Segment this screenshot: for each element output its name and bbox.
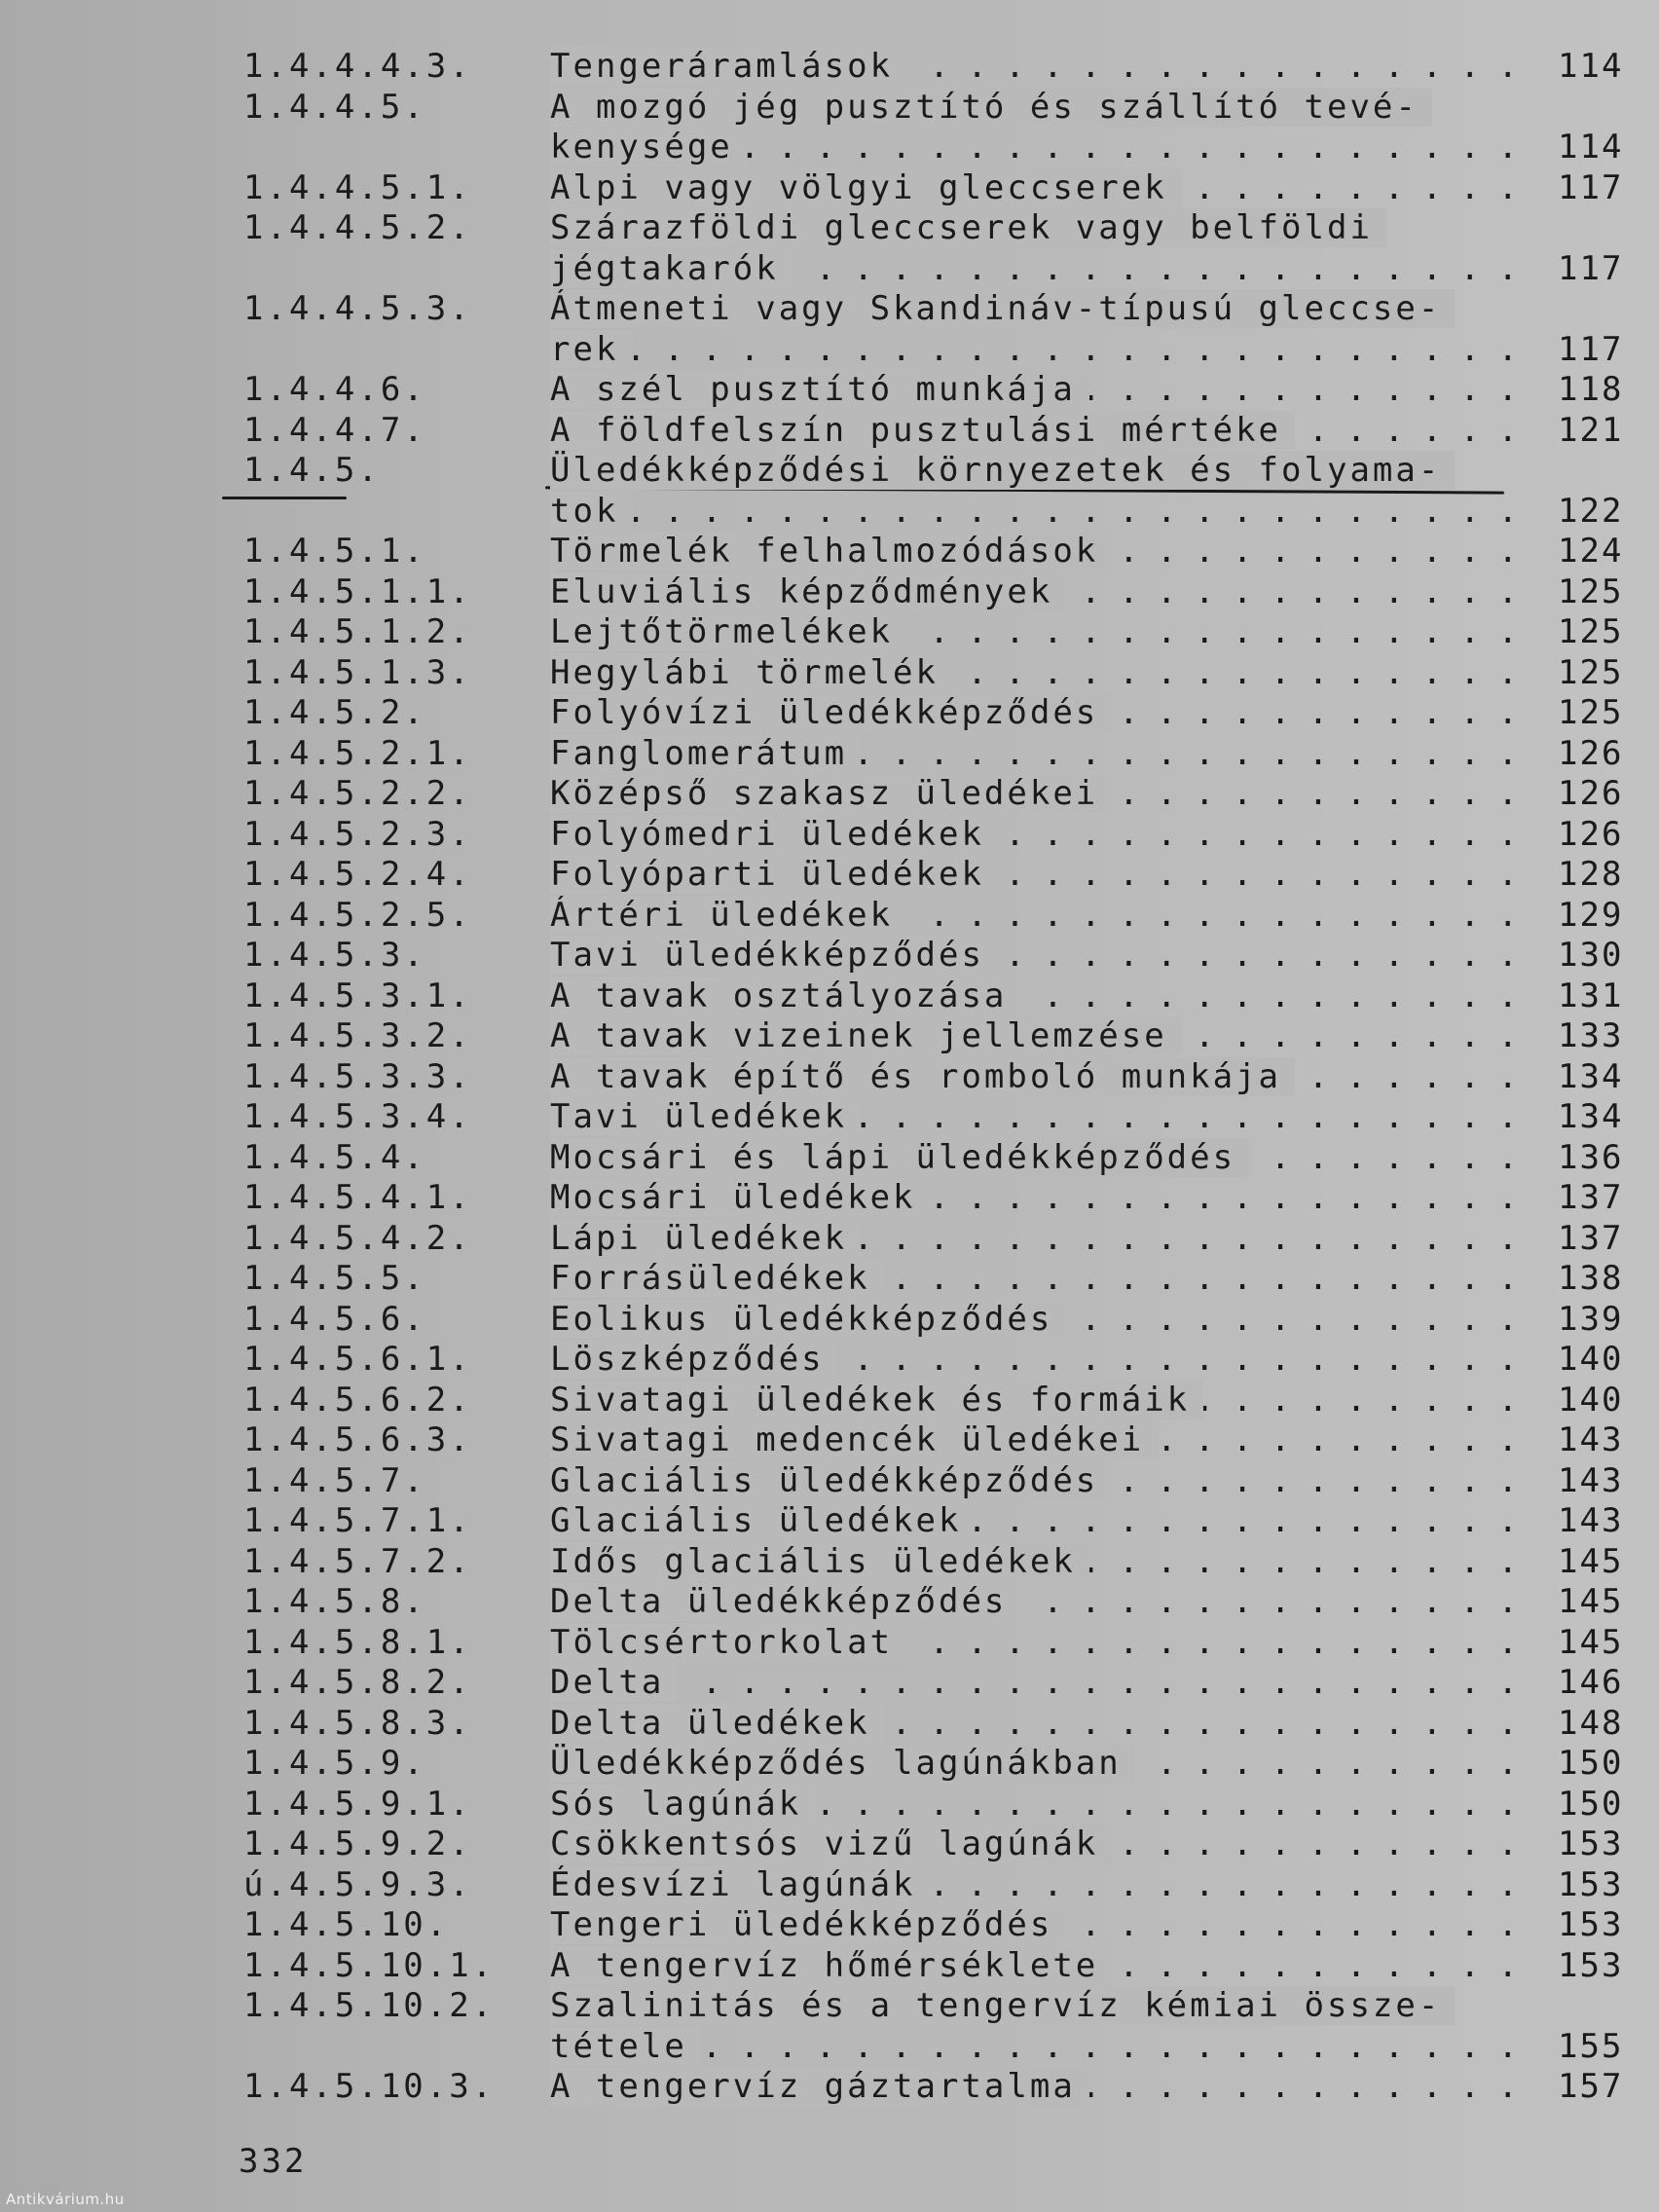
toc-entry-title <box>550 47 1514 88</box>
toc-entry-title <box>550 1825 1514 1865</box>
toc-entry <box>0 128 1659 168</box>
toc-entry-page: 146 <box>1558 1663 1624 1702</box>
toc-entry-number: 1.4.5.10.2. <box>243 1986 496 2025</box>
toc-entry-number: 1.4.4.5.3. <box>243 289 472 328</box>
toc-entry-number: 1.4.5.4. <box>243 1137 426 1177</box>
toc-entry <box>0 1623 1659 1664</box>
toc-entry-title <box>550 1057 1514 1098</box>
toc-entry-number: 1.4.4.5. <box>243 87 426 127</box>
toc-entry-number: 1.4.5.2. <box>243 693 426 732</box>
toc-entry-number: 1.4.5.10. <box>243 1905 450 1944</box>
toc-entry-page: 122 <box>1558 491 1624 531</box>
toc-entry-title-text: Tengeráramlások <box>550 47 906 86</box>
toc-entry <box>0 1259 1659 1300</box>
toc-entry-page: 134 <box>1558 1097 1624 1136</box>
toc-entry-number: 1.4.4.5.1. <box>243 167 472 207</box>
toc-entry-number: 1.4.5.8.3. <box>243 1703 472 1743</box>
toc-entry <box>0 936 1659 977</box>
toc-entry <box>0 1219 1659 1260</box>
toc-entry-title-text: Szalinitás és a tengervíz kémiai össze- <box>550 1986 1455 2025</box>
toc-entry-page: 153 <box>1558 1864 1624 1904</box>
toc-entry-title <box>550 1704 1514 1745</box>
toc-entry-title-text: Glaciális üledékek <box>550 1501 975 1540</box>
toc-entry-number: 1.4.5.10.3. <box>243 2067 496 2106</box>
toc-entry <box>0 208 1659 249</box>
toc-entry-title-text: A mozgó jég pusztító és szállító tevé- <box>550 88 1432 127</box>
toc-entry-title <box>550 1663 1514 1704</box>
toc-entry-page: 136 <box>1558 1137 1624 1177</box>
toc-entry-title <box>550 370 1514 411</box>
toc-entry-title-text: Mocsári és lápi üledékképződés <box>550 1138 1249 1177</box>
toc-entry-page: 126 <box>1558 733 1624 773</box>
toc-entry-title <box>550 1016 1514 1057</box>
toc-entry-title <box>550 855 1514 896</box>
watermark: Antikvárium.hu <box>6 2191 125 2208</box>
toc-entry-title-text: Lejtőtörmelékek <box>550 612 906 651</box>
toc-entry-title <box>550 411 1514 452</box>
toc-entry-number: 1.4.5.6. <box>243 1299 426 1339</box>
toc-entry-number: 1.4.5.7. <box>243 1460 426 1500</box>
toc-entry-title-text: Delta <box>550 1663 678 1702</box>
toc-entry-title-text: Tavi üledékképződés <box>550 936 998 975</box>
toc-entry-page: 145 <box>1558 1582 1624 1621</box>
toc-entry-number: 1.4.4.6. <box>243 370 426 409</box>
toc-entry-title <box>550 896 1514 937</box>
toc-entry <box>0 330 1659 371</box>
toc-entry <box>0 168 1659 209</box>
toc-entry-title-text: Mocsári üledékek <box>550 1178 930 1217</box>
toc-entry-page: 139 <box>1558 1299 1624 1339</box>
toc-entry-title <box>550 936 1514 977</box>
toc-entry-page: 140 <box>1558 1380 1624 1419</box>
toc-entry-title <box>550 1420 1514 1461</box>
toc-entry <box>0 1905 1659 1946</box>
toc-entry-title-text: A tengervíz hőmérséklete <box>550 1946 1112 1985</box>
toc-entry-title-text: Tavi üledékek <box>550 1097 861 1136</box>
toc-entry <box>0 774 1659 815</box>
toc-entry-page: 145 <box>1558 1622 1624 1662</box>
toc-entry-title-text: kenysége <box>550 128 747 166</box>
toc-entry-page: 153 <box>1558 1825 1624 1863</box>
toc-entry <box>0 1865 1659 1906</box>
toc-entry-number: 1.4.5.4.2. <box>243 1218 472 1258</box>
toc-entry-title <box>550 168 1514 209</box>
toc-entry-title-text: Hegylábi törmelék <box>550 653 952 692</box>
toc-entry-page: 145 <box>1558 1541 1624 1581</box>
toc-entry-title-text: A tavak osztályozása <box>550 977 1020 1015</box>
toc-entry-number: 1.4.5.3.3. <box>243 1056 472 1096</box>
toc-entry-title <box>550 1259 1514 1300</box>
toc-entry <box>0 249 1659 290</box>
toc-entry <box>0 289 1659 330</box>
toc-entry-page: 140 <box>1558 1340 1624 1379</box>
toc-entry-title <box>550 330 1514 371</box>
toc-entry-title-text: Fanglomerátum <box>550 734 861 773</box>
toc-entry-title <box>550 492 1514 533</box>
toc-entry-title <box>550 815 1514 856</box>
toc-entry <box>0 815 1659 856</box>
toc-entry-page: 125 <box>1558 652 1624 692</box>
toc-entry-title-text: jégtakarók <box>550 249 793 288</box>
toc-entry-page: 143 <box>1558 1420 1624 1459</box>
toc-entry-number: 1.4.5.2.2. <box>243 774 472 813</box>
toc-entry-title-text: Eolikus üledékképződés <box>550 1300 1066 1339</box>
toc-entry-title <box>550 1219 1514 1260</box>
toc-entry-page: 121 <box>1558 410 1624 450</box>
toc-entry-number: 1.4.4.7. <box>243 410 426 450</box>
toc-entry-title-text: Törmelék felhalmozódások <box>550 532 1112 571</box>
toc-entry <box>0 411 1659 452</box>
toc-entry-page: 133 <box>1558 1016 1624 1055</box>
toc-entry-title-text: A földfelszín pusztulási mértéke <box>550 411 1295 450</box>
toc-entry-number: 1.4.5.6.3. <box>243 1420 472 1459</box>
toc-entry-title <box>550 1582 1514 1623</box>
toc-entry-page: 137 <box>1558 1178 1624 1217</box>
toc-entry-title <box>550 1542 1514 1583</box>
toc-entry <box>0 1016 1659 1057</box>
toc-entry-number: 1.4.5.1.2. <box>243 612 472 651</box>
toc-entry-page: 114 <box>1558 128 1624 166</box>
toc-entry-number: 1.4.5.3.1. <box>243 976 472 1015</box>
toc-entry-title <box>550 653 1514 694</box>
toc-entry-title-text: Delta üledékek <box>550 1704 884 1743</box>
toc-entry-number: 1.4.5.7.2. <box>243 1541 472 1581</box>
toc-entry-title <box>550 451 1514 492</box>
toc-entry-page: 137 <box>1558 1218 1624 1258</box>
page-number: 332 <box>239 2142 308 2181</box>
toc-entry-page: 138 <box>1558 1259 1624 1298</box>
toc-entry-page: 124 <box>1558 532 1624 571</box>
toc-entry-number: 1.4.5.2.5. <box>243 895 472 935</box>
toc-entry-number: 1.4.5.8.1. <box>243 1622 472 1662</box>
toc-entry-title <box>550 1905 1514 1946</box>
toc-entry-title <box>550 1865 1514 1906</box>
toc-entry <box>0 612 1659 653</box>
toc-entry-page: 125 <box>1558 571 1624 611</box>
toc-entry-number: 1.4.5.6.2. <box>243 1380 472 1419</box>
toc-entry <box>0 977 1659 1017</box>
toc-entry <box>0 855 1659 896</box>
toc-entry-title-text: rek <box>550 330 632 369</box>
toc-entry <box>0 532 1659 572</box>
toc-entry-page: 148 <box>1558 1703 1624 1743</box>
toc-entry-title <box>550 1300 1514 1341</box>
toc-entry-title-text: Löszképződés <box>550 1340 838 1379</box>
toc-entry-number: 1.4.4.5.2. <box>243 208 472 247</box>
toc-entry-page: 134 <box>1558 1056 1624 1096</box>
toc-entry-title <box>550 1178 1514 1219</box>
toc-entry <box>0 734 1659 775</box>
toc-entry-page: 128 <box>1558 855 1624 894</box>
toc-entry-title <box>550 128 1514 168</box>
toc-entry-title-text: Átmeneti vagy Skandináv-típusú gleccse- <box>550 289 1455 328</box>
toc-entry-number: 1.4.5.9.2. <box>243 1825 472 1863</box>
toc-entry-number: 1.4.5.2.3. <box>243 814 472 854</box>
toc-entry-page: 143 <box>1558 1501 1624 1540</box>
toc-entry-title-text: Alpi vagy völgyi gleccserek <box>550 168 1181 207</box>
toc-entry <box>0 2027 1659 2068</box>
toc-entry-title <box>550 1138 1514 1179</box>
toc-entry-title-text: Tölcsértorkolat <box>550 1623 906 1662</box>
toc-entry-number: 1.4.5.9. <box>243 1744 426 1783</box>
toc-entry-title <box>550 88 1514 129</box>
handwritten-underline-number <box>222 497 347 499</box>
toc-entry-title-text: Sivatagi medencék üledékei <box>550 1420 1158 1459</box>
toc-entry-page: 130 <box>1558 936 1624 975</box>
toc-entry-title-text: Csökkentsós vizű lagúnák <box>550 1825 1112 1863</box>
toc-entry <box>0 1178 1659 1219</box>
toc-entry-title-text: Üledékképződés lagúnákban <box>550 1744 1135 1783</box>
toc-entry-page: 125 <box>1558 612 1624 651</box>
toc-entry-page: 125 <box>1558 693 1624 732</box>
toc-entry-number: 1.4.5.3. <box>243 936 426 975</box>
toc-entry-title-text: Folyómedri üledékek <box>550 815 998 854</box>
toc-entry-page: 117 <box>1558 329 1624 369</box>
toc-entry-page: 143 <box>1558 1460 1624 1500</box>
table-of-contents <box>0 47 1659 2108</box>
toc-entry-title <box>550 1785 1514 1825</box>
toc-entry-title-text: Glaciális üledékképződés <box>550 1461 1112 1500</box>
toc-entry <box>0 1542 1659 1583</box>
toc-entry-number: 1.4.4.4.3. <box>243 47 472 86</box>
toc-entry-page: 150 <box>1558 1784 1624 1824</box>
toc-entry-number: 1.4.5.4.1. <box>243 1178 472 1217</box>
toc-entry <box>0 1381 1659 1421</box>
toc-entry-number: 1.4.5.8.2. <box>243 1663 472 1702</box>
toc-entry-page: 126 <box>1558 774 1624 813</box>
toc-entry-page: 150 <box>1558 1744 1624 1783</box>
toc-entry <box>0 1582 1659 1623</box>
toc-entry-number: 1.4.5.9.1. <box>243 1784 472 1824</box>
toc-entry-title-text: tok <box>550 492 632 531</box>
toc-entry-title-text: Sivatagi üledékek és formáik <box>550 1381 1203 1419</box>
toc-entry-number: 1.4.5.3.4. <box>243 1097 472 1136</box>
toc-entry-title-text: A tavak építő és romboló munkája <box>550 1057 1295 1096</box>
toc-entry-title-text: Középső szakasz üledékei <box>550 774 1112 813</box>
toc-entry-number: 1.4.5.5. <box>243 1259 426 1298</box>
toc-entry-page: 131 <box>1558 976 1624 1015</box>
toc-entry-title <box>550 1340 1514 1381</box>
toc-entry-title <box>550 208 1514 249</box>
toc-entry-number: 1.4.5.2.4. <box>243 855 472 894</box>
toc-entry-title <box>550 693 1514 734</box>
toc-entry <box>0 1138 1659 1179</box>
toc-entry <box>0 1340 1659 1381</box>
toc-entry-number: 1.4.5.3.2. <box>243 1016 472 1055</box>
toc-entry <box>0 1057 1659 1098</box>
toc-entry-title-text: Szárazföldi gleccserek vagy belföldi <box>550 208 1386 247</box>
toc-entry-number: 1.4.5.1. <box>243 532 426 571</box>
toc-entry-page: 157 <box>1558 2067 1624 2106</box>
toc-entry-title-text: A tavak vizeinek jellemzése <box>550 1016 1181 1055</box>
toc-entry-title-text: Idős glaciális üledékek <box>550 1542 1089 1581</box>
toc-entry-page: 126 <box>1558 814 1624 854</box>
toc-entry-page: 129 <box>1558 895 1624 935</box>
toc-entry-number: 1.4.5.7.1. <box>243 1501 472 1540</box>
toc-entry-title <box>550 612 1514 653</box>
toc-entry-page: 155 <box>1558 2026 1624 2066</box>
toc-entry-title <box>550 2027 1514 2068</box>
toc-entry-title-text: Lápi üledékek <box>550 1219 861 1258</box>
toc-entry-page: 153 <box>1558 1945 1624 1985</box>
toc-entry-title <box>550 1381 1514 1421</box>
toc-entry-title <box>550 1946 1514 1987</box>
toc-entry-number: 1.4.5.10.1. <box>243 1945 496 1985</box>
toc-entry <box>0 1420 1659 1461</box>
toc-entry-title-text: Tengeri üledékképződés <box>550 1905 1066 1944</box>
toc-entry-title <box>550 532 1514 572</box>
toc-entry <box>0 47 1659 88</box>
toc-entry-title-text: Folyóvízi üledékképződés <box>550 693 1112 732</box>
toc-entry-title-text: tétele <box>550 2027 701 2066</box>
toc-entry-title-text: Folyóparti üledékek <box>550 855 998 894</box>
toc-entry <box>0 1300 1659 1341</box>
toc-entry-title <box>550 1501 1514 1542</box>
toc-entry-title <box>550 572 1514 613</box>
toc-entry-title-text: Eluviális képződmények <box>550 572 1066 611</box>
toc-entry <box>0 1825 1659 1865</box>
toc-entry-title-text: Édesvízi lagúnák <box>550 1865 930 1904</box>
toc-entry-title-text: Ártéri üledékek <box>550 896 906 935</box>
toc-entry-number: 1.4.5. <box>243 451 381 490</box>
toc-entry-number: 1.4.5.1.1. <box>243 571 472 611</box>
toc-entry <box>0 1663 1659 1704</box>
toc-entry <box>0 693 1659 734</box>
toc-entry <box>0 653 1659 694</box>
toc-entry <box>0 572 1659 613</box>
toc-entry <box>0 88 1659 129</box>
toc-entry-title <box>550 977 1514 1017</box>
toc-entry-title <box>550 1623 1514 1664</box>
toc-entry <box>0 1946 1659 1987</box>
toc-entry <box>0 1097 1659 1138</box>
toc-entry-page: 117 <box>1558 167 1624 207</box>
toc-entry-number: 1.4.5.2.1. <box>243 733 472 773</box>
toc-entry-title-text: Delta üledékképződés <box>550 1582 1020 1621</box>
toc-entry-number: 1.4.5.6.1. <box>243 1340 472 1379</box>
toc-entry <box>0 2067 1659 2108</box>
toc-entry-title <box>550 289 1514 330</box>
toc-entry-title-text: Üledékképződési környezetek és folyama- <box>550 451 1455 490</box>
toc-entry <box>0 1501 1659 1542</box>
toc-entry-title <box>550 1097 1514 1138</box>
toc-entry <box>0 1704 1659 1745</box>
toc-entry-title <box>550 774 1514 815</box>
toc-entry-title-text: A szél pusztító munkája <box>550 370 1089 409</box>
toc-entry-title <box>550 2067 1514 2108</box>
toc-entry <box>0 1986 1659 2027</box>
toc-entry-title <box>550 1744 1514 1785</box>
toc-entry-title-text: A tengervíz gáztartalma <box>550 2067 1089 2106</box>
toc-entry <box>0 1785 1659 1825</box>
toc-entry <box>0 370 1659 411</box>
toc-entry-number: 1.4.5.8. <box>243 1582 426 1621</box>
toc-entry <box>0 1744 1659 1785</box>
toc-entry-title <box>550 1461 1514 1502</box>
toc-entry <box>0 1461 1659 1502</box>
toc-entry-page: 153 <box>1558 1905 1624 1944</box>
toc-entry-page: 118 <box>1558 370 1624 409</box>
toc-entry <box>0 896 1659 937</box>
toc-entry-page: 117 <box>1558 248 1624 288</box>
toc-entry-title-text: Sós lagúnák <box>550 1785 815 1824</box>
toc-entry-title <box>550 734 1514 775</box>
toc-entry-page: 114 <box>1558 47 1624 86</box>
toc-entry-title <box>550 249 1514 290</box>
toc-entry <box>0 451 1659 492</box>
toc-entry-title <box>550 1986 1514 2027</box>
toc-entry-title-text: Forrásüledékek <box>550 1259 884 1298</box>
toc-entry-number: ú.4.5.9.3. <box>243 1864 472 1904</box>
toc-entry-number: 1.4.5.1.3. <box>243 652 472 692</box>
